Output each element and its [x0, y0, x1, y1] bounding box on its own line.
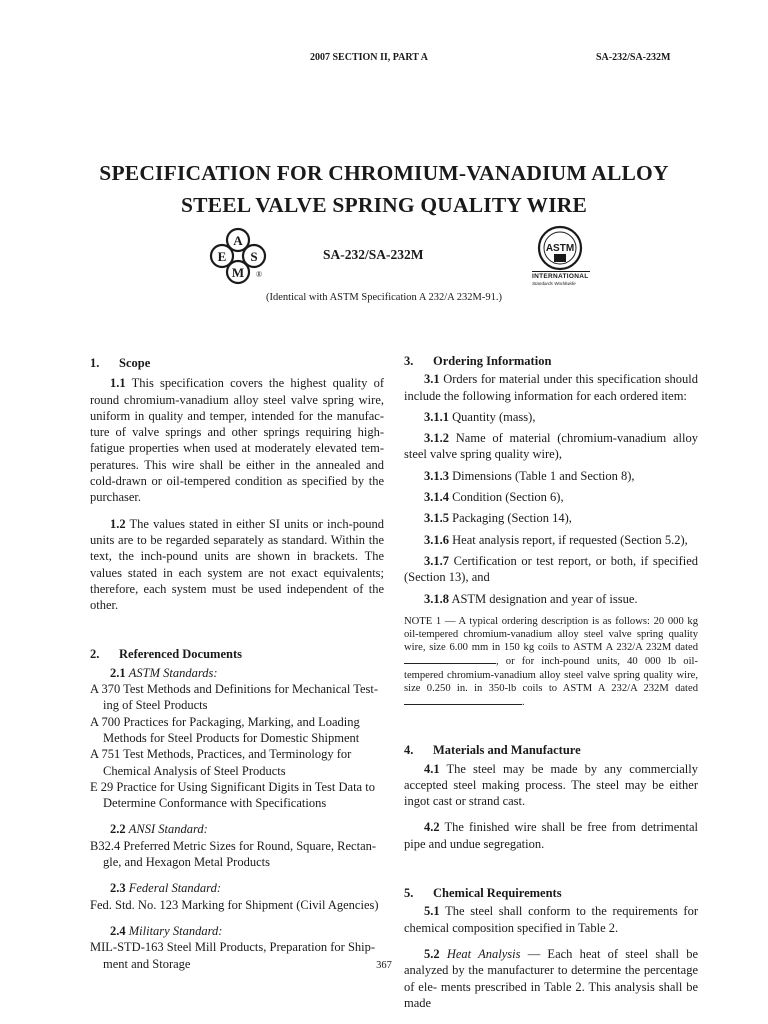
astm-logo	[530, 224, 590, 290]
asme-letter-a: A	[233, 233, 243, 248]
section-title: Scope	[119, 356, 151, 370]
section-title: Materials and Manufacture	[433, 743, 581, 758]
section-number: 1.	[90, 356, 100, 370]
section-1-heading	[90, 355, 384, 371]
asme-letter-s: S	[250, 249, 258, 264]
ordering-item-3-1-7: 3.1.7 Certification or test report, or both, if specified (Section 13), and	[404, 553, 698, 585]
subsection-2-2: 2.2 ANSI Standard:	[110, 822, 208, 837]
reference-fed-std-123: Fed. Std. No. 123 Marking for Shipment (Civil Agencies)	[90, 897, 379, 912]
reference-a700: A 700 Practices for Packaging, Marking, and Loading Methods for Steel Products for Domestic Shipment	[90, 714, 360, 745]
note-1: NOTE 1 — A typical ordering description is as follows: 20 000 kg oil-tempered chromium-vanadium alloy steel valve spring quality wire, size 6.00 mm in 150 kg coils to ASTM A 232/A 232M dated , or for inch-pound units, 40 000 lb oil-tempered chromium-vanadium alloy steel valve spring quality wire, size 0.250 in. in 350-lb coils to ASTM A 232/A 232M dated .	[404, 615, 699, 709]
asme-letter-e: E	[217, 249, 227, 264]
reference-mil-std-163: MIL-STD-163 Steel Mill Products, Preparation for Ship-ment and Storage	[90, 940, 376, 971]
section-number: 2.	[90, 647, 100, 662]
section-4-heading	[404, 742, 698, 758]
asme-letter-m: M	[231, 265, 245, 280]
section-title: Ordering Information	[433, 354, 552, 368]
identical-with-statement: (Identical with ASTM Specification A 232/A 232M-91.)	[266, 292, 502, 303]
ordering-item-3-1-3: 3.1.3 Dimensions (Table 1 and Section 8),	[424, 468, 635, 483]
paragraph-3-1: 3.1 Orders for material under this specification should include the following information for each ordered item:	[404, 372, 698, 403]
paragraph-4-1: 4.1 The steel may be made by any commercially accepted steel making process. The steel may be either ingot cast or strand cast.	[404, 761, 698, 809]
ordering-item-3-1-5: 3.1.5 Packaging (Section 14),	[424, 511, 572, 526]
reference-e29: E 29 Practice for Using Significant Digits in Test Data to Determine Conformance with Specifications	[90, 779, 375, 811]
astm-emblem-icon	[530, 224, 590, 274]
subsection-2-1: 2.1 ASTM Standards:	[110, 665, 218, 680]
section-2-heading	[90, 646, 384, 662]
section-3-heading	[404, 353, 698, 369]
paragraph-4-2: 4.2 The finished wire shall be free from detrimental pipe and undue segregation.	[404, 820, 698, 851]
ordering-item-3-1-4: 3.1.4 Condition (Section 6),	[424, 490, 564, 505]
section-title: Chemical Requirements	[433, 886, 562, 901]
ordering-item-3-1-8: 3.1.8 ASTM designation and year of issue.	[424, 591, 638, 606]
section-number: 3.	[404, 354, 414, 368]
registered-mark: ®	[256, 270, 263, 279]
asme-logo	[208, 226, 268, 286]
astm-international-label: INTERNATIONAL	[532, 273, 589, 280]
reference-a370: A 370 Test Methods and Definitions for Mechanical Test-ing of Steel Products	[90, 682, 379, 713]
subsection-2-4: 2.4 Military Standard:	[110, 923, 223, 938]
document-title-line1: SPECIFICATION FOR CHROMIUM-VANADIUM ALLOY	[99, 161, 669, 185]
date-blank	[404, 695, 522, 705]
section-5-heading	[404, 885, 698, 901]
section-title: Referenced Documents	[119, 647, 242, 662]
section-number: 4.	[404, 743, 414, 758]
right-column	[404, 353, 698, 1011]
reference-a751: A 751 Test Methods, Practices, and Terminology for Chemical Analysis of Steel Products	[90, 747, 352, 778]
running-header-right: SA-232/SA-232M	[596, 52, 671, 63]
paragraph-5-1: 5.1 The steel shall conform to the requirements for chemical composition specified in Table 2.	[404, 904, 698, 935]
ordering-item-3-1-2: 3.1.2 Name of material (chromium-vanadium alloy steel valve spring quality wire),	[404, 431, 699, 462]
paragraph-1-2: 1.2 The values stated in either SI units or inch-pound units are to be regarded separately as standard. Within the text, the inch-pound units are shown in brackets. The values stated in each system are not exact equivalents; therefore, each system must be used independent of the other.	[90, 516, 385, 613]
ordering-item-3-1-6: 3.1.6 Heat analysis report, if requested (Section 5.2),	[424, 532, 688, 547]
date-blank	[404, 654, 496, 664]
designation: SA-232/SA-232M	[323, 247, 424, 262]
ordering-item-3-1-1: 3.1.1 Quantity (mass),	[424, 409, 536, 424]
paragraph-5-2: 5.2 Heat Analysis — Each heat of steel shall be analyzed by the manufacturer to determine the percentage of ele- ments prescribed in Table 2. This analysis shall be made	[404, 946, 699, 1010]
section-number: 5.	[404, 886, 414, 901]
subsection-2-3: 2.3 Federal Standard:	[110, 881, 221, 896]
astm-tagline: Standards Worldwide	[532, 281, 576, 286]
document-title-line2: STEEL VALVE SPRING QUALITY WIRE	[180, 193, 588, 217]
left-column	[90, 355, 384, 972]
page-number: 367	[376, 960, 392, 971]
reference-b324: B32.4 Preferred Metric Sizes for Round, Square, Rectan-gle, and Hexagon Metal Products	[90, 838, 377, 870]
svg-text:ASTM: ASTM	[545, 243, 575, 254]
paragraph-1-1: 1.1 This specification covers the highest quality of round chromium-vanadium alloy steel valve spring wire, uniform in quality and temper, intended for the manufac-ture of valve springs and other springs requiring high-fatigue properties when used at moderately elevated tem-peratures. This wire shall be either in the annealed and cold-drawn or oil-tempered condition as specified by the purchaser.	[90, 376, 385, 505]
running-header-left: 2007 SECTION II, PART A	[310, 52, 428, 63]
